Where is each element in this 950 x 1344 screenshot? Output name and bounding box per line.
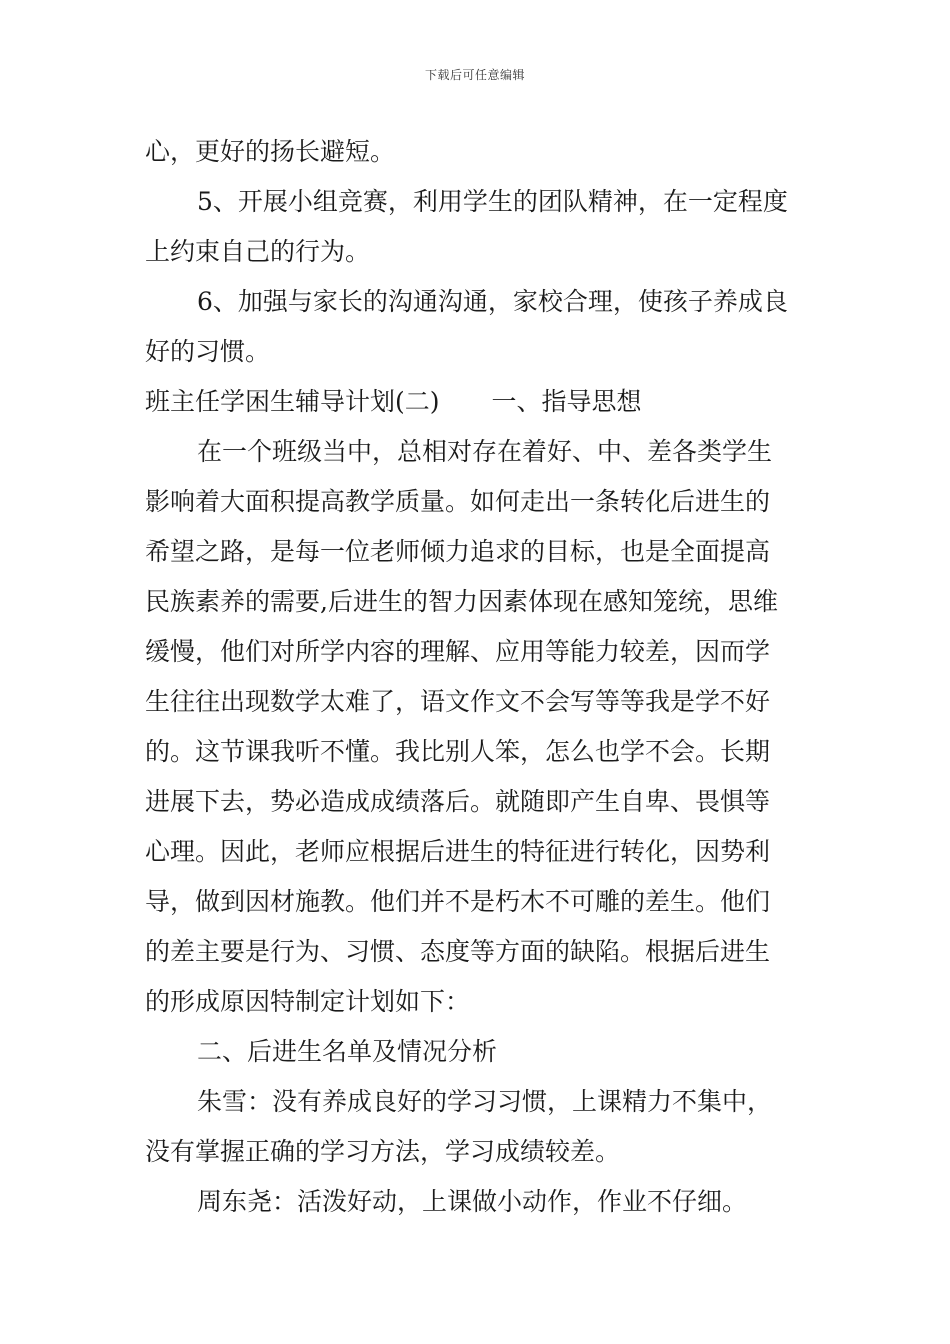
text-line: 上约束自己的行为。 — [145, 237, 371, 266]
text-line: 的。这节课我听不懂。我比别人笨，怎么也学不会。长期 — [145, 737, 771, 766]
text-line: 希望之路，是每一位老师倾力追求的目标，也是全面提高 — [145, 537, 771, 566]
text-line: 民族素养的需要,后进生的智力因素体现在感知笼统，思维 — [145, 587, 778, 616]
text-line: 导，做到因材施教。他们并不是朽木不可雕的差生。他们 — [145, 887, 771, 916]
text-line: 好的习惯。 — [145, 337, 271, 366]
page-header: 下载后可任意编辑 — [424, 68, 525, 82]
text-line: 6、加强与家长的沟通沟通，家校合理，使孩子养成良 — [197, 287, 788, 316]
section-heading: 一、指导思想 — [491, 387, 642, 416]
text-line: 心，更好的扬长避短。 — [145, 137, 396, 166]
text-line: 5、开展小组竞赛，利用学生的团队精神，在一定程度 — [197, 187, 788, 216]
text-line: 的形成原因特制定计划如下： — [145, 987, 471, 1016]
text-line: 朱雪：没有养成良好的学习习惯，上课精力不集中， — [197, 1087, 773, 1116]
text-line: 影响着大面积提高教学质量。如何走出一条转化后进生的 — [145, 487, 771, 516]
text-line: 在一个班级当中，总相对存在着好、中、差各类学生 — [197, 437, 773, 466]
section-title-line — [145, 377, 810, 427]
section-heading: 二、后进生名单及情况分析 — [197, 1037, 498, 1066]
text-line: 心理。因此，老师应根据后进生的特征进行转化，因势利 — [145, 837, 771, 866]
text-line: 的差主要是行为、习惯、态度等方面的缺陷。根据后进生 — [145, 937, 771, 966]
document-title: 班主任学困生辅导计划(二) — [145, 387, 440, 416]
document-body — [145, 127, 810, 1227]
text-line: 缓慢，他们对所学内容的理解、应用等能力较差，因而学 — [145, 637, 771, 666]
text-line: 周东尧：活泼好动，上课做小动作，作业不仔细。 — [197, 1187, 748, 1216]
text-line: 进展下去，势必造成成绩落后。就随即产生自卑、畏惧等 — [145, 787, 771, 816]
text-line: 没有掌握正确的学习方法，学习成绩较差。 — [145, 1137, 621, 1166]
text-line: 生往往出现数学太难了，语文作文不会写等等我是学不好 — [145, 687, 771, 716]
